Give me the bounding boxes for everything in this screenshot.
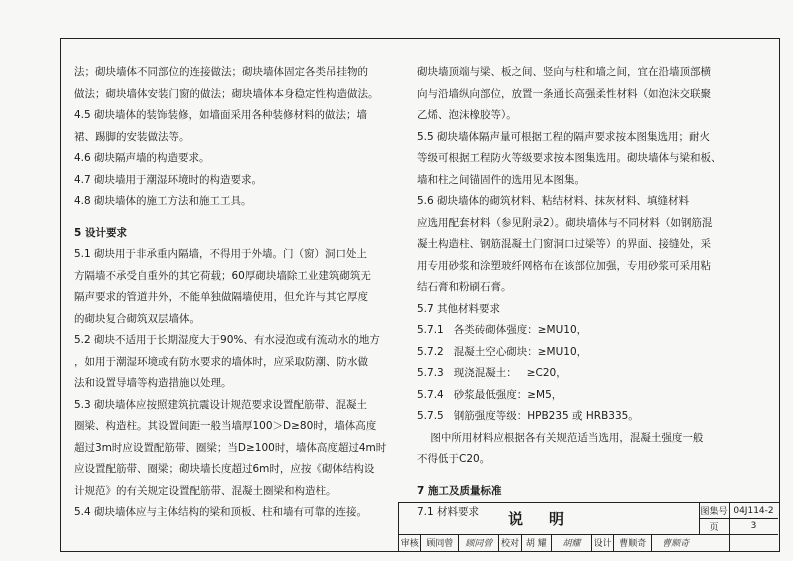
text-line: 应选用配套材料（参见附录2）。砌块墙体与不同材料（如钢筋混 (417, 216, 713, 229)
atlas-label: 图集号 (699, 503, 730, 519)
text-line: 应设置配筋带、圈梁；砌块墙长度超过6m时，应按《砌体结构设 (74, 463, 375, 475)
page-number: 3 (729, 518, 778, 535)
text-line: 做法；砌块墙体安装门窗的做法；砌块墙体本身稳定性构造做法。 (74, 87, 379, 100)
page-label: 页 (699, 518, 730, 535)
text-line: 砌块墙顶端与梁、板之间、竖向与柱和墙之间，宜在沿墙顶部横 (417, 66, 711, 78)
title-block (398, 502, 780, 551)
text-line: 5 设计要求 (74, 226, 127, 239)
text-line: 方隔墙不承受自重外的其它荷载；60厚砌块墙除工业建筑砌筑无 (74, 269, 371, 282)
text-line: 圈梁、构造柱。其设置间距一般当墙厚100＞D≥80时，墙体高度 (74, 420, 377, 432)
text-line: 隔声要求的管道井外，不能单独做隔墙使用，但允许与其它厚度 (74, 291, 368, 303)
text-line: 计规范》的有关规定设置配筋带、混凝土圈梁和构造柱。 (74, 484, 337, 497)
text-line (74, 213, 374, 223)
text-line: 5.4 砌块墙体应与主体结构的梁和顶板、柱和墙有可靠的连接。 (74, 506, 368, 518)
text-line: 等级可根据工程防火等级要求按本图集选用。砌块墙体与梁和板、 (417, 152, 722, 164)
text-line: 4.6 砌块隔声墙的构造要求。 (74, 152, 210, 164)
design-signature: 曹顺奇 (662, 539, 690, 549)
text-line: 用专用砂浆和涂塑玻纤网格布在该部位加强，专用砂浆可采用粘 (417, 259, 711, 272)
text-line: 不得低于C20。 (417, 453, 491, 465)
text-line: 7.1 材料要求 (417, 506, 480, 518)
text-line: 5.7 其他材料要求 (417, 302, 501, 315)
design-label: 设计 (592, 534, 614, 551)
text-line: 4.7 砌块墙用于潮湿环境时的构造要求。 (74, 173, 263, 186)
page-label-row2 (699, 534, 730, 551)
review-name: 顾同曾 (421, 534, 459, 551)
text-line: 5.3 砌块墙体应按照建筑抗震设计规范要求设置配筋带、混凝土 (74, 398, 368, 411)
text-line: 5.5 砌块墙体隔声量可根据工程的隔声要求按本图集选用；耐火 (417, 130, 711, 143)
text-line: 裙、踢脚的安装做法等。 (74, 130, 190, 143)
text-line: 4.8 砌块墙体的施工方法和施工工具。 (74, 195, 252, 207)
text-line: 图中所用材料应根据各有关规范适当选用，混凝土强度一般 (417, 431, 704, 444)
text-line: 5.7.2 混凝土空心砌块：≥MU10， (417, 345, 588, 358)
text-line: 墙和柱之间锚固件的选用见本图集。 (417, 173, 585, 186)
review-label: 审核 (399, 534, 421, 551)
check-label: 校对 (499, 534, 521, 551)
check-name: 胡 耀 (522, 534, 552, 551)
text-line: 5.7.3 现浇混凝土： ≥C20， (417, 367, 567, 379)
text-line: 超过3m时应设置配筋带、圈梁；当D≥100时，墙体高度超过4m时 (74, 441, 387, 454)
text-line: 结石膏和粉刷石膏。 (417, 281, 512, 293)
review-signature: 顾同曾 (459, 534, 499, 551)
check-signature: 胡耀 (552, 534, 592, 551)
text-line: 5.6 砌块墙体的砌筑材料、粘结材料、抹灰材料、填缝材料 (417, 195, 690, 207)
text-line: 法；砌块墙体不同部位的连接做法；砌块墙体固定各类吊挂物的 (74, 66, 368, 78)
atlas-number: 04J114-2 (729, 503, 778, 519)
right-text-column (417, 62, 722, 524)
text-line: 5.1 砌块用于非承重内隔墙，不得用于外墙。门（窗）洞口处上 (74, 248, 368, 260)
text-line: 5.7.1 各类砖砌体强度：≥MU10， (417, 324, 588, 336)
text-line: 向与沿墙纵向部位，放置一条通长高强柔性材料（如泡沫交联聚 (417, 87, 711, 100)
text-line: 5.2 砌块不适用于长期湿度大于90%、有水浸泡或有流动水的地方 (74, 334, 380, 346)
sheet-title: 说明 (399, 503, 700, 535)
text-line: ，如用于潮湿环境或有防水要求的墙体时，应采取防潮、防水做 (74, 355, 368, 368)
text-line: 4.5 砌块墙体的装饰装修，如墙面采用各种装修材料的做法；墙 (74, 109, 368, 121)
design-name: 曹顺奇 (614, 534, 652, 551)
left-text-column (74, 62, 387, 524)
signature-row (399, 534, 699, 551)
page-number-row2 (729, 534, 778, 551)
text-line (417, 471, 717, 481)
text-line: 的砌块复合砌筑双层墙体。 (74, 312, 200, 325)
text-line: 乙烯、泡沫橡胶等）。 (417, 109, 517, 121)
text-line: 7 施工及质量标准 (417, 484, 502, 497)
text-line: 法和设置导墙等构造措施以处理。 (74, 377, 232, 389)
text-line: 凝土构造柱、钢筋混凝土门窗洞口过梁等）的界面、接缝处，采 (417, 238, 711, 250)
text-line: 5.7.5 钢筋强度等级：HPB235 或 HRB335。 (417, 410, 639, 422)
text-line: 5.7.4 砂浆最低强度：≥M5， (417, 388, 563, 401)
